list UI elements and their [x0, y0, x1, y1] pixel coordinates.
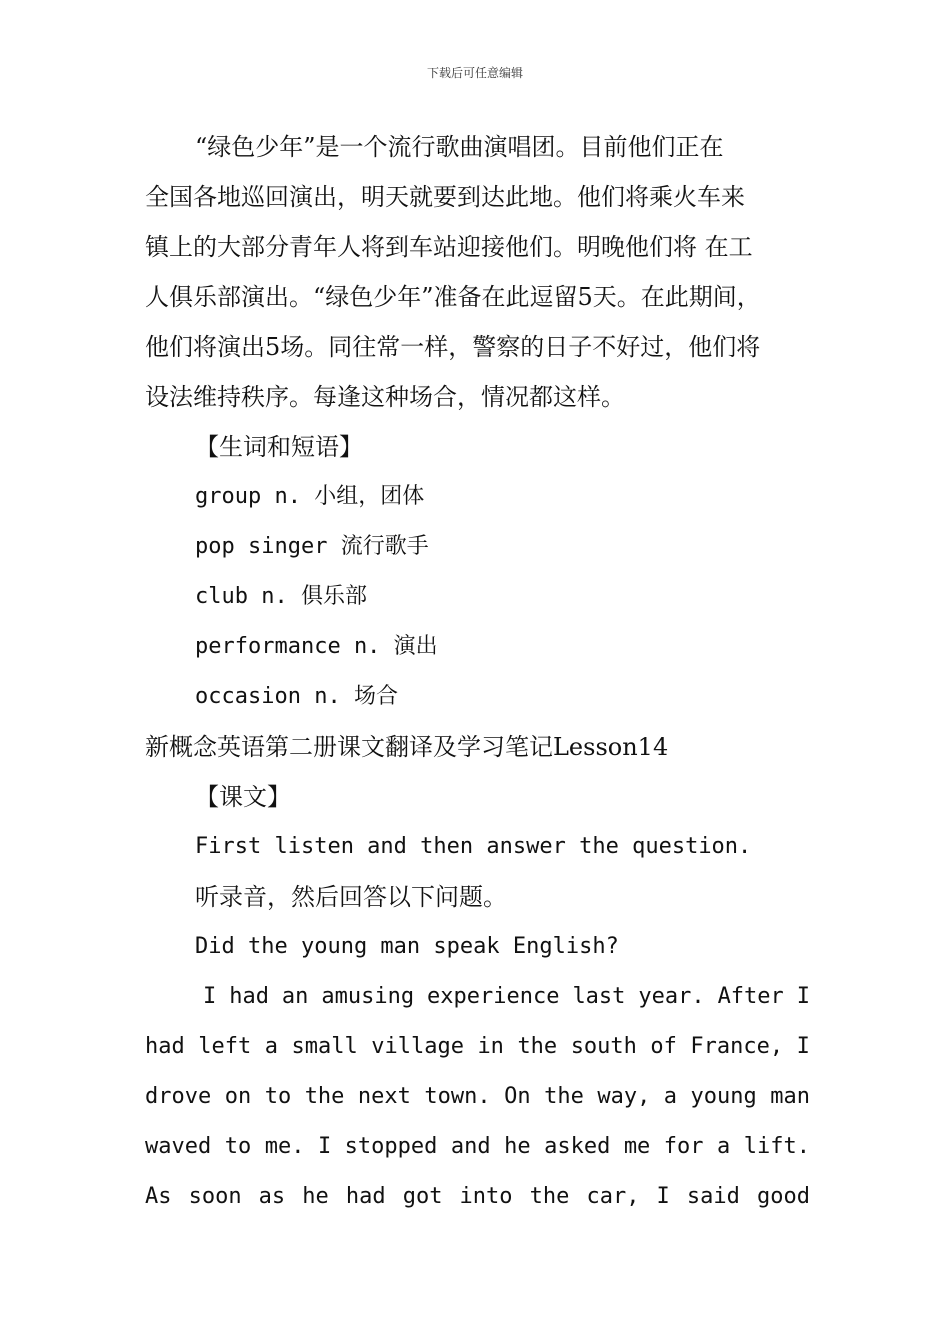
vocabulary-heading: 【生词和短语】 — [195, 433, 363, 461]
passage-word: and — [450, 1134, 491, 1159]
passage-word: car, — [586, 1184, 640, 1209]
passage-word: experience — [427, 984, 560, 1009]
vocabulary-item: group n. 小组，团体 — [195, 484, 425, 509]
passage-word: year. — [638, 984, 705, 1009]
passage-word: After — [717, 984, 784, 1009]
passage-word: in — [477, 1034, 504, 1059]
passage-word: the — [544, 1084, 584, 1109]
passage-word: As — [145, 1184, 172, 1209]
passage-word: amusing — [321, 984, 415, 1009]
vocabulary-item: occasion n. 场合 — [195, 684, 398, 709]
passage-line: 他们将演出5场。同往常一样，警察的日子不好过，他们将 — [145, 333, 761, 361]
document-page — [145, 122, 810, 1222]
passage-word: got — [402, 1184, 443, 1209]
passage-word: village — [371, 1034, 464, 1059]
passage-word: lift. — [743, 1134, 810, 1159]
passage-word: last — [572, 984, 626, 1009]
passage-word: a — [717, 1134, 731, 1159]
english-passage-line — [145, 1072, 810, 1122]
passage-word: on — [224, 1084, 252, 1109]
vocabulary-item: club n. 俱乐部 — [195, 584, 367, 609]
passage-word: had — [145, 1034, 185, 1059]
passage-word: me — [623, 1134, 651, 1159]
passage-line: 人俱乐部演出。“绿色少年”准备在此逗留5天。在此期间， — [145, 283, 761, 311]
passage-word: young — [690, 1084, 757, 1109]
chinese-passage — [145, 122, 810, 422]
passage-word: left — [198, 1034, 252, 1059]
passage-word: On — [504, 1084, 531, 1109]
passage-word: to — [264, 1084, 292, 1109]
passage-line: 全国各地巡回演出，明天就要到达此地。他们将乘火车来 — [145, 183, 745, 211]
passage-word: next — [357, 1084, 411, 1109]
vocabulary-section — [145, 422, 810, 722]
passage-word: asked — [544, 1134, 611, 1159]
passage-word: said — [686, 1184, 740, 1209]
passage-word: soon — [188, 1184, 242, 1209]
vocabulary-item: performance n. 演出 — [195, 634, 438, 659]
english-passage-line — [145, 1172, 810, 1222]
passage-word: the — [529, 1184, 570, 1209]
passage-word: way, — [597, 1084, 651, 1109]
passage-word: a — [663, 1084, 678, 1109]
passage-word: he — [504, 1134, 531, 1159]
passage-word: me. — [264, 1134, 305, 1159]
text-section — [145, 772, 810, 972]
passage-word: had — [229, 984, 269, 1009]
instruction-english: First listen and then answer the question. — [195, 834, 752, 859]
passage-word: I — [656, 1184, 670, 1209]
passage-word: as — [258, 1184, 286, 1209]
passage-word: the — [304, 1084, 345, 1109]
passage-word: for — [663, 1134, 704, 1159]
passage-word: south — [570, 1034, 637, 1059]
passage-word: I — [317, 1134, 332, 1159]
page-header-note: 下载后可任意编辑 — [426, 66, 523, 80]
text-section-heading: 【课文】 — [195, 783, 291, 811]
passage-word: man — [770, 1084, 810, 1109]
passage-word: had — [345, 1184, 386, 1209]
passage-word: a — [264, 1034, 278, 1059]
vocabulary-item: pop singer 流行歌手 — [195, 534, 429, 559]
passage-word: small — [291, 1034, 358, 1059]
comprehension-question: Did the young man speak English? — [195, 934, 619, 959]
passage-word: to — [224, 1134, 252, 1159]
passage-word: France, — [690, 1034, 784, 1059]
passage-word: he — [302, 1184, 329, 1209]
lesson-title: 新概念英语第二册课文翻译及学习笔记Lesson14 — [145, 733, 669, 761]
passage-word: the — [517, 1034, 558, 1059]
passage-word: good — [756, 1184, 810, 1209]
english-passage-line — [145, 972, 810, 1022]
passage-line: 镇上的大部分青年人将到车站迎接他们。明晚他们将 在工 — [145, 233, 753, 261]
english-passage-line — [145, 1122, 810, 1172]
passage-word: drove — [145, 1084, 212, 1109]
passage-word: waved — [145, 1134, 212, 1159]
passage-word: town. — [424, 1084, 491, 1109]
instruction-chinese: 听录音，然后回答以下问题。 — [195, 883, 507, 911]
english-passage-line — [145, 1022, 810, 1072]
passage-word: I — [203, 984, 217, 1009]
passage-word: I — [796, 1034, 810, 1059]
passage-word: into — [459, 1184, 513, 1209]
passage-line: 设法维持秩序。每逢这种场合，情况都这样。 — [145, 383, 625, 411]
passage-word: an — [281, 984, 309, 1009]
english-passage — [145, 972, 810, 1222]
passage-word: I — [796, 984, 810, 1009]
passage-line: “绿色少年”是一个流行歌曲演唱团。目前他们正在 — [195, 133, 724, 161]
passage-word: stopped — [344, 1134, 438, 1159]
passage-word: of — [650, 1034, 677, 1059]
